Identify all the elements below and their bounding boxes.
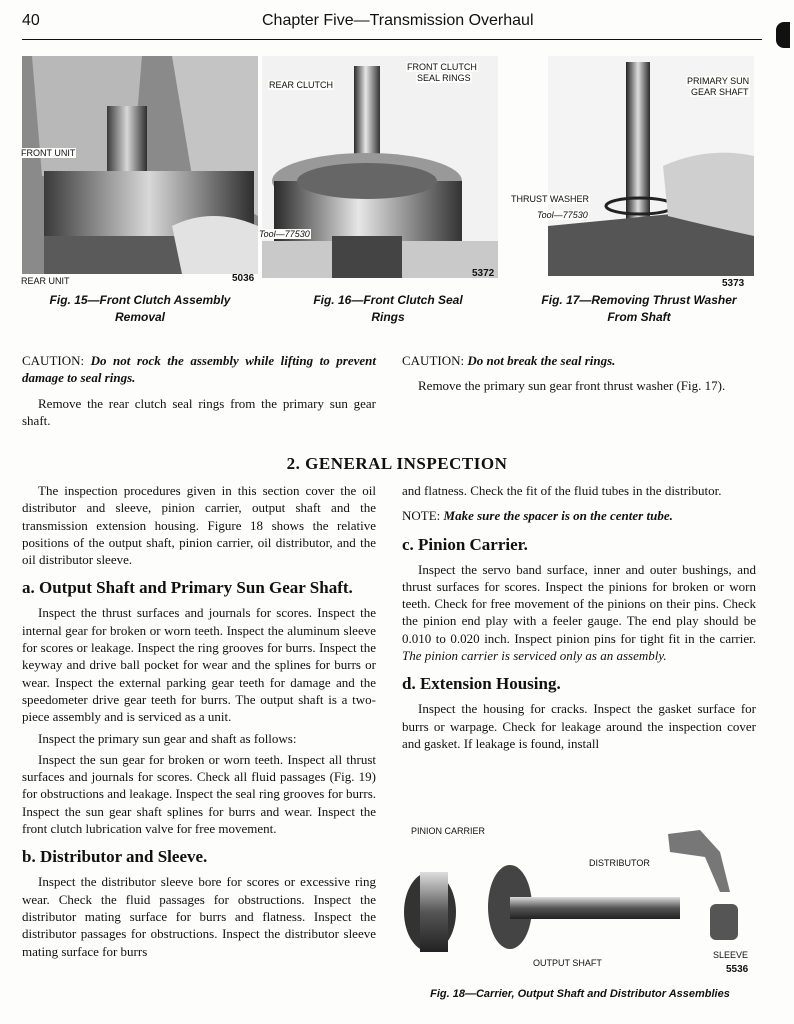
right-body-text: Remove the primary sun gear front thrust washer (Fig. 17). — [418, 378, 726, 394]
fig17-photo-number: 5373 — [722, 278, 745, 289]
fig17-caption-line2: From Shaft — [607, 310, 671, 324]
subhead-d: d. Extension Housing. — [402, 674, 561, 694]
note: NOTE: Make sure the spacer is on the center tube. — [402, 508, 673, 524]
fig18-label-distributor: DISTRIBUTOR — [589, 858, 650, 868]
fig18-illustration — [400, 812, 760, 982]
paragraph-c1: Inspect the servo band surface, inner and outer bushings, and thrust surfaces for scores. Inspect the pinions for broken or worn teeth. Check for free movement of the pinions on their pins. Check the pinion end play with a feeler gauge. The end play should be 0.010 to 0.020 inch. Inspect pinion pins for tight fit in the carrier. The pinion carrier is serviced only as an assembly. — [402, 561, 756, 664]
subhead-b: b. Distributor and Sleeve. — [22, 847, 208, 867]
fig17-caption — [514, 292, 764, 326]
fig17-label-shaft-2: GEAR SHAFT — [691, 87, 749, 97]
paragraph-b-continued: and flatness. Check the fit of the fluid tubes in the distributor. — [402, 483, 722, 498]
page-header — [22, 12, 762, 40]
fig16-caption-line2: Rings — [371, 310, 405, 324]
paragraph-a3: Inspect the sun gear for broken or worn teeth. Inspect all thrust surfaces and journals for scores. Check all fluid passages (Fig. 19) for obstructions and leakage. Inspect the seal ring grooves for burrs. Inspect the sun gear shaft splines for burrs and wear. Inspect the front clutch lubrication valve for free movement. — [22, 751, 376, 837]
fig16-label-seal-rings-2: SEAL RINGS — [417, 73, 471, 83]
fig16-photo-number: 5372 — [472, 268, 495, 279]
fig15-caption — [22, 292, 258, 326]
left-caution: CAUTION: Do not rock the assembly while lifting to prevent damage to seal rings. — [22, 353, 376, 386]
fig15-illustration — [22, 56, 258, 274]
left-body-text: Remove the rear clutch seal rings from the primary sun gear shaft. — [22, 395, 376, 428]
lower-right-column — [402, 482, 756, 756]
upper-left-column — [22, 352, 376, 433]
fig15-caption-line1: Fig. 15—Front Clutch Assembly — [49, 293, 231, 307]
subhead-c: c. Pinion Carrier. — [402, 534, 528, 554]
fig16-label-rear-clutch: REAR CLUTCH — [269, 80, 334, 90]
paragraph-a2: Inspect the primary sun gear and shaft as follows: — [38, 730, 297, 746]
fig16-label-tool: Tool—77530 — [259, 229, 310, 239]
fig18-label-pinion-carrier: PINION CARRIER — [411, 826, 486, 836]
fig18-drawing — [400, 812, 760, 982]
fig17-caption-line1: Fig. 17—Removing Thrust Washer — [541, 293, 737, 307]
fig17-label-thrust-washer: THRUST WASHER — [511, 194, 590, 204]
fig15-label-rear-unit: REAR UNIT — [21, 276, 70, 286]
right-caution: CAUTION: Do not break the seal rings. — [402, 353, 616, 368]
fig16-caption-line1: Fig. 16—Front Clutch Seal — [313, 293, 463, 307]
page-number: 40 — [22, 12, 40, 29]
paragraph-d1: Inspect the housing for cracks. Inspect the gasket surface for burrs or warpage. Check for leakage around the inspection cover and gasket. If leakage is found, install — [402, 701, 756, 751]
lower-left-column — [22, 482, 376, 964]
fig17-label-tool: Tool—77530 — [537, 210, 588, 220]
intro-paragraph: The inspection procedures given in this section cover the oil distributor and sleeve, pinion carrier, output shaft and the transmission extension housing. Figure 18 shows the relative positions of the output shaft, pinion carrier, oil distributor, and the oil distributor sleeve. — [22, 483, 376, 568]
fig15-caption-line2: Removal — [114, 310, 166, 324]
fig16-label-seal-rings-1: FRONT CLUTCH — [407, 62, 477, 72]
fig16-caption — [270, 292, 506, 326]
chapter-thumb-tab — [776, 22, 790, 48]
fig18-caption: Fig. 18—Carrier, Output Shaft and Distributor Assemblies — [430, 988, 730, 1000]
chapter-title: Chapter Five—Transmission Overhaul — [262, 12, 534, 29]
fig15-photo — [22, 56, 258, 274]
fig15-photo-number: 5036 — [232, 273, 255, 284]
fig17-label-shaft-1: PRIMARY SUN — [687, 76, 750, 86]
subhead-a: a. Output Shaft and Primary Sun Gear Shaft. — [22, 578, 353, 598]
fig18-label-sleeve: SLEEVE — [713, 950, 749, 960]
paragraph-b1: Inspect the distributor sleeve bore for scores or excessive ring wear. Check the fluid passages for obstructions. Inspect the distributor mating surface for burrs and flatness. Inspect the distributor passages for obstructions. Inspect the distributor sleeve mating surface for burrs — [22, 874, 376, 959]
fig18-label-output-shaft: OUTPUT SHAFT — [533, 958, 602, 968]
upper-right-column — [402, 352, 756, 399]
fig15-label-front-unit: FRONT UNIT — [21, 148, 76, 158]
section-title: 2. GENERAL INSPECTION — [286, 454, 508, 473]
paragraph-a1: Inspect the thrust surfaces and journals for scores. Inspect the internal gear for broken or worn teeth. Inspect the aluminum sleeve for scores or leakage. Inspect the ring grooves for burrs. Inspect the keyway and drive ball pocket for wear and the splines for burrs or wear. Inspect the external parking gear teeth for damage and the speedometer drive gear teeth for burrs. The output shaft is a two-piece assembly and is serviced as a unit. — [22, 605, 376, 725]
fig18-photo-number: 5536 — [726, 964, 749, 975]
